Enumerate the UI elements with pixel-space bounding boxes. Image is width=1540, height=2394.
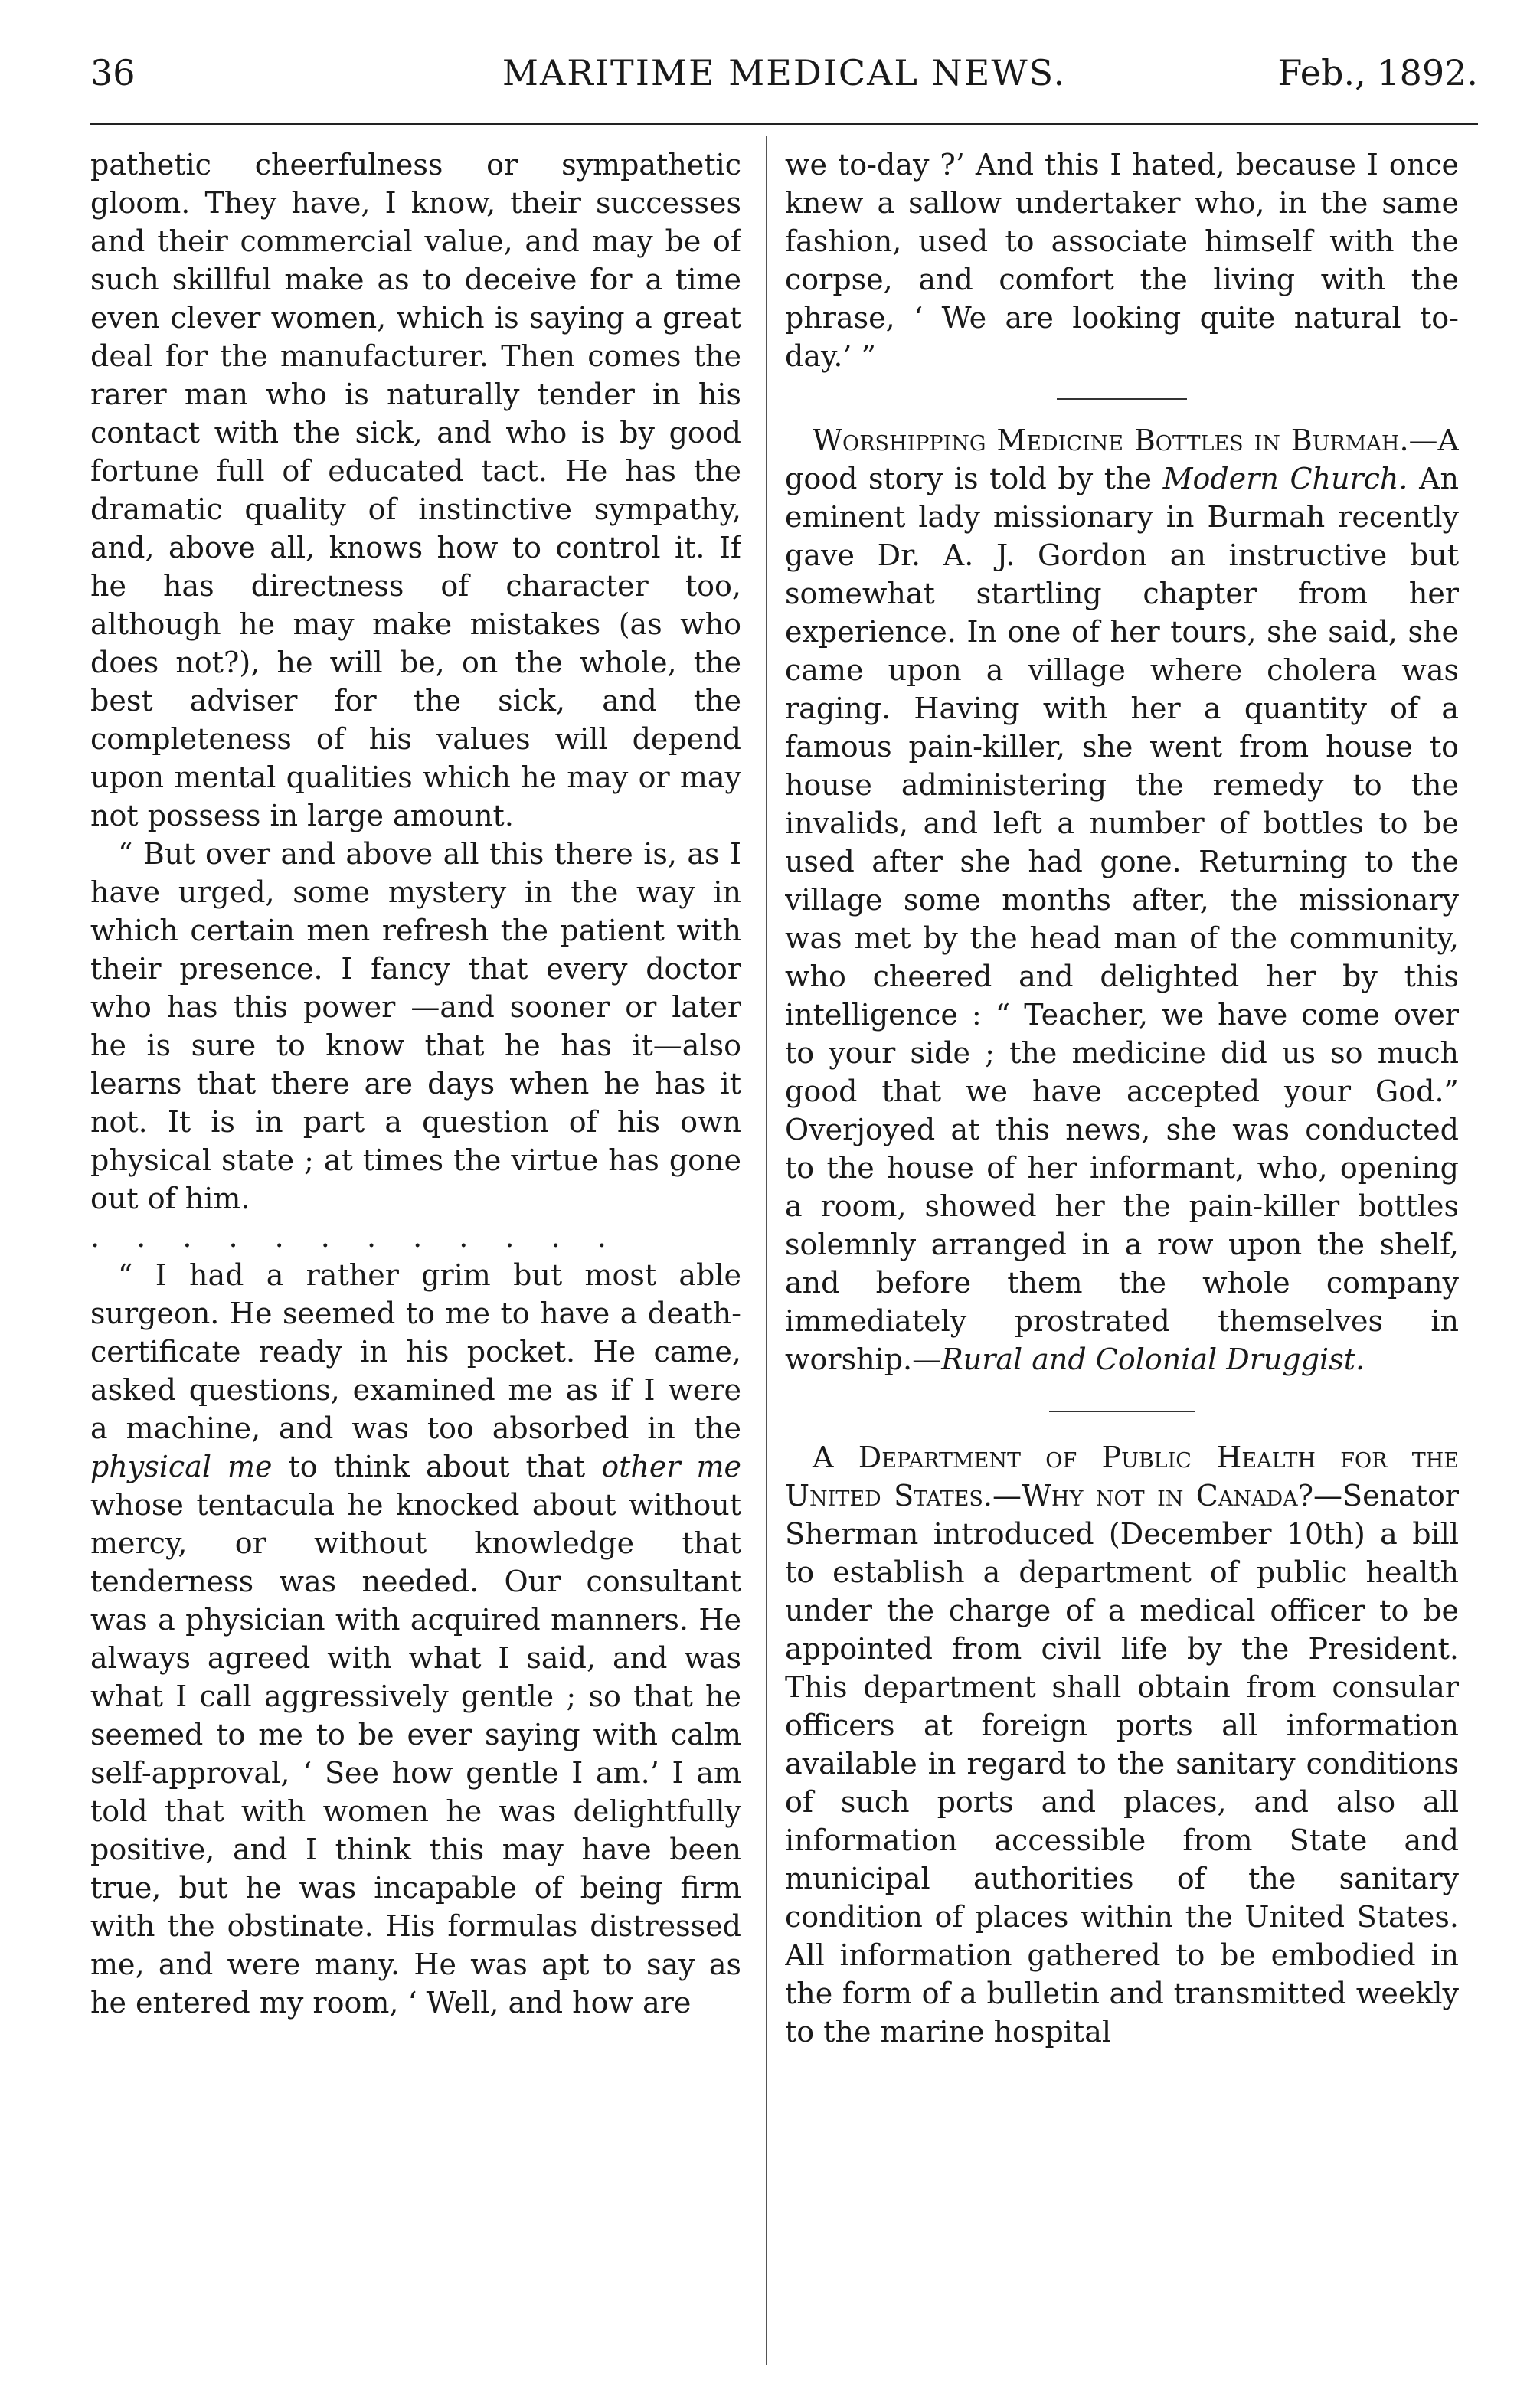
- left-p3-text-c: whose tentacula he knocked about without mercy, or without knowledge that tenderness was needed. Our consultant was a physician with acquired manners. He always agreed with what I said, and was what I call aggressively gentle ; so that he seemed to me to be ever saying with calm self-approval, ‘ See how gentle I am.’ I am told that with women he was delightfully positive, and I think this may have been true, but he was incapable of being firm with the obstinate. His formulas distressed me, and were many. He was apt to say as he entered my room, ‘ Well, and how are: [90, 1488, 741, 2020]
- section-worshipping-text-b: An eminent lady missionary in Burmah recently gave Dr. A. J. Gordon an instructive but somewhat startling chapter from her experience. In one of her tours, she said, she came upon a village where cholera was raging. Having with her a quantity of a famous pain-killer, she went from house to house administering the remedy to the invalids, and left a number of bottles to be used after she had gone. Returning to the village some months after, the missionary was met by the head man of the community, who cheered and delighted her by this intelligence : “ Teacher, we have come over to your side ; the medicine did us so much good that we have accepted your God.” Overjoyed at this news, she was conducted to the house of her informant, who, opening a room, showed her the pain-killer bottles solemnly arranged in a row upon the shelf, and before them the whole company immediately prostrated themselves in worship.—: [785, 462, 1459, 1376]
- section-public-health-text: —Senator Sherman introduced (December 10th) a bill to establish a department of public health under the charge of a medical officer to be appointed from civil life by the President. This department shall obtain from consular officers at foreign ports all information available in regard to the sanitary conditions of such ports and places, and also all information accessible from State and municipal authorities of the sanitary condition of places within the United States. All information gathered to be embodied in the form of a bulletin and transmitted weekly to the marine hospital: [785, 1479, 1459, 2049]
- section-worshipping-credit: Rural and Colonial Druggist.: [941, 1343, 1365, 1376]
- section-heading-worshipping: Worshipping Medicine Bottles in Burmah.: [813, 424, 1409, 457]
- section-worshipping-text-a: —A good story is told by the: [785, 424, 1459, 495]
- left-p3-text-b: to think about that: [288, 1450, 586, 1483]
- column-divider: [766, 136, 767, 2365]
- section-public-health: [785, 1438, 1459, 2051]
- left-paragraph-3: [90, 1256, 741, 2022]
- journal-title: MARITIME MEDICAL NEWS.: [502, 52, 1067, 93]
- section-worshipping-source: Modern Church.: [1162, 462, 1408, 495]
- left-p3-italic-1: physical me: [90, 1450, 273, 1483]
- section-heading-public-health: A Department of Public Health for the United States.—Why not in Canada?: [785, 1441, 1459, 1513]
- left-paragraph-1: pathetic cheerfulness or sympathetic gloom. They have, I know, their successes and their commercial value, and may be of such skillful make as to deceive for a time even clever women, which is saying a great deal for the manufacturer. Then comes the rarer man who is naturally tender in his contact with the sick, and who is by good fortune full of educated tact. He has the dramatic quality of instinctive sympathy, and, above all, knows how to control it. If he has directness of character too, although he may make mistakes (as who does not?), he will be, on the whole, the best adviser for the sick, and the completeness of his values will depend upon mental qualities which he may or may not possess in large amount.: [90, 148, 741, 832]
- left-column: [90, 146, 741, 2366]
- section-divider-2: [1049, 1411, 1195, 1412]
- page-number: 36: [90, 52, 136, 93]
- ellipsis-dots: . . . . . . . . . . . .: [90, 1220, 620, 1254]
- left-p3-text-a: “ I had a rather grim but most able surgeon. He seemed to me to have a death-certificate ready in his pocket. He came, asked questions, examined me as if I were a machine, and was too absorbed in the: [90, 1258, 741, 1445]
- left-p3-italic-2: other me: [601, 1450, 741, 1483]
- header-rule: [90, 123, 1478, 125]
- issue-date: Feb., 1892.: [1277, 52, 1478, 93]
- section-worshipping-bottles: [785, 421, 1459, 1379]
- running-header: [90, 52, 1478, 106]
- left-paragraph-2: “ But over and above all this there is, as I have urged, some mystery in the way in which certain men refresh the patient with their presence. I fancy that every doctor who has this power —and sooner or later he is sure to know that he has it—also learns that there are days when he has it not. It is in part a question of his own physical state ; at times the virtue has gone out of him.: [90, 837, 741, 1215]
- right-paragraph-1: we to-day ?’ And this I hated, because I once knew a sallow undertaker who, in the same fashion, used to associate himself with the corpse, and comfort the living with the phrase, ‘ We are looking quite natural to-day.’ ”: [785, 148, 1459, 373]
- section-divider-1: [1057, 398, 1187, 400]
- right-column: [785, 146, 1459, 2366]
